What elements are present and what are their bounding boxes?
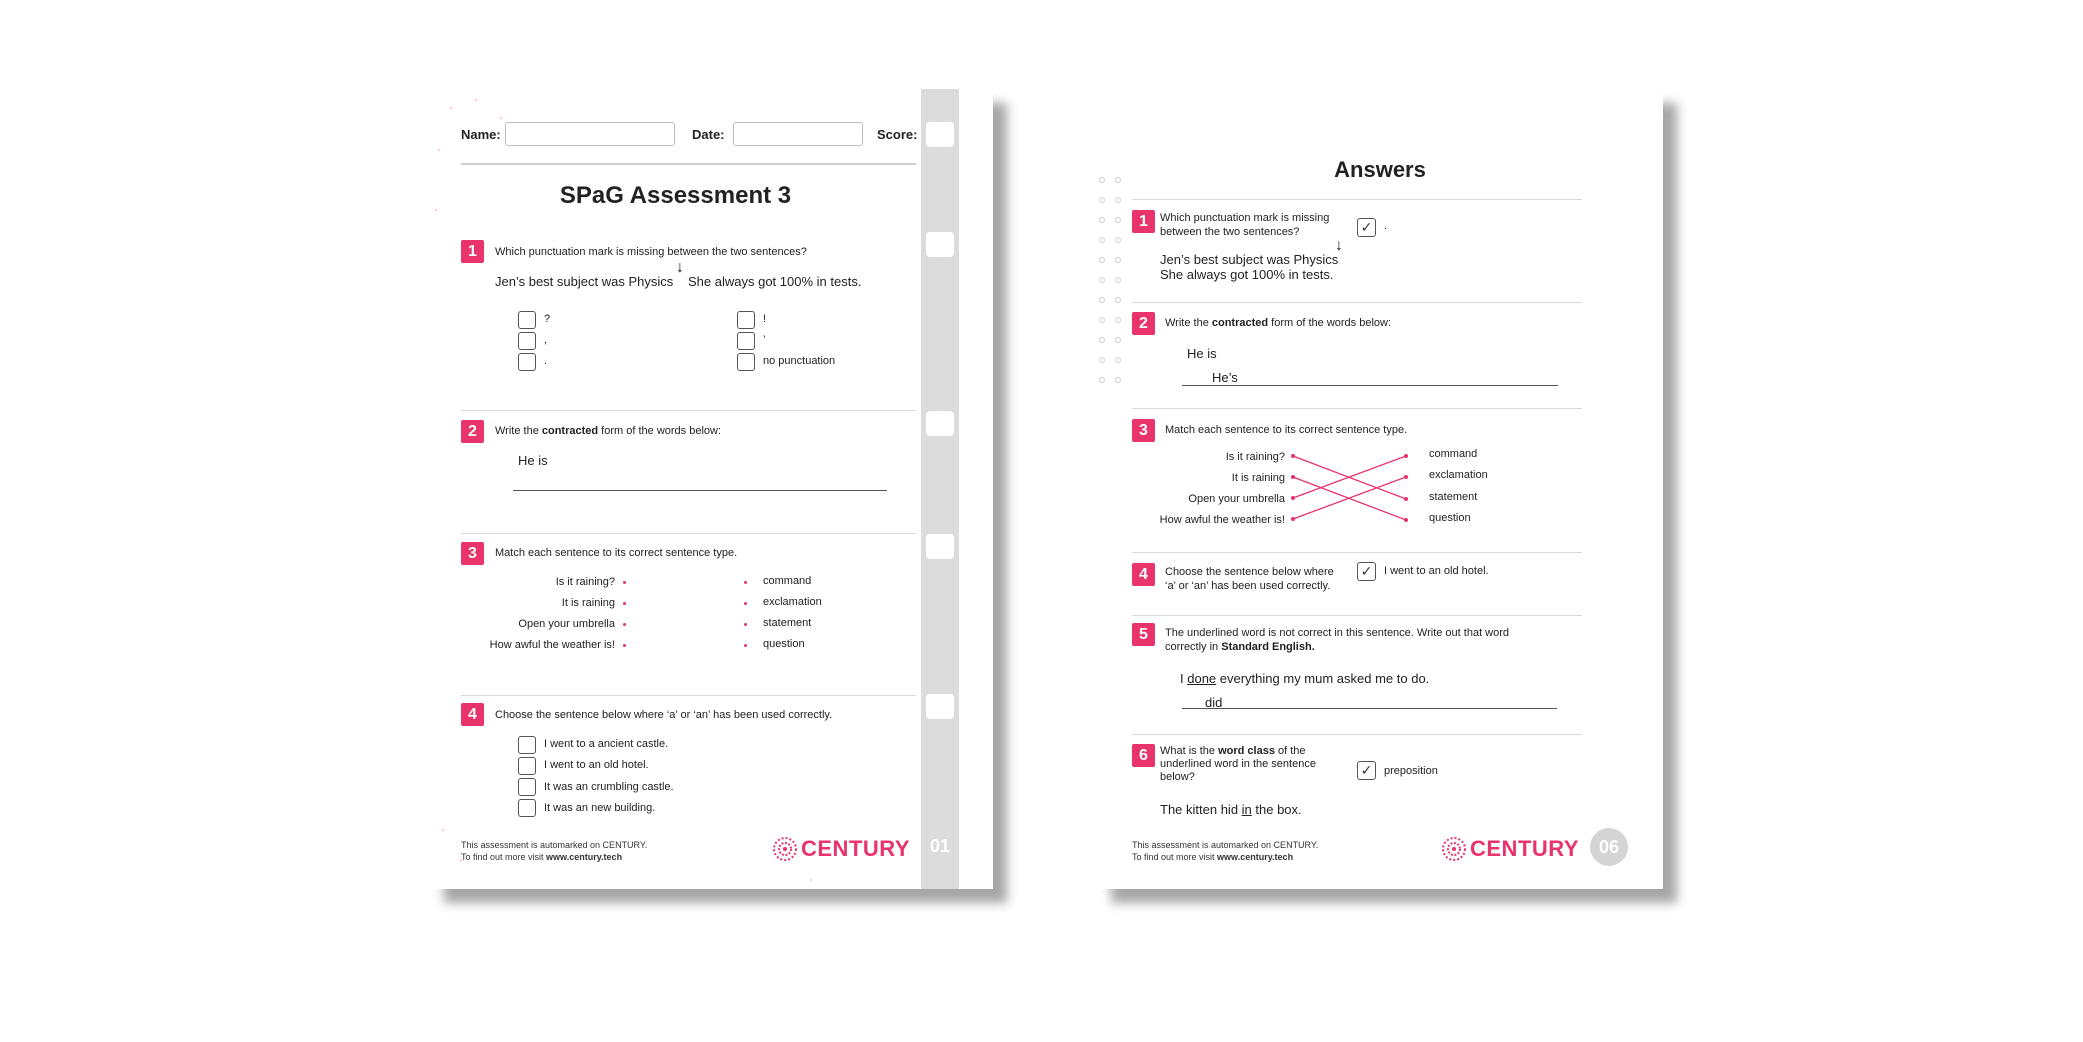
match-dot[interactable] [744, 602, 747, 605]
option-label: . [544, 355, 548, 367]
margin-dot [1115, 277, 1121, 283]
section-divider [1132, 408, 1582, 409]
footer-line: To find out more visit www.century.tech [461, 852, 623, 862]
margin-dot [1099, 217, 1105, 223]
footer-note [461, 839, 647, 863]
margin-dot [1099, 237, 1105, 243]
footer-link[interactable]: www.century.tech [1217, 852, 1294, 862]
answer-checkbox[interactable] [518, 353, 536, 371]
arrow-down-icon: ↓ [676, 259, 684, 276]
answer-text: He’s [1212, 370, 1238, 385]
match-type: question [763, 638, 805, 650]
match-sentence: How awful the weather is! [1159, 514, 1285, 526]
margin-dot [1115, 257, 1121, 263]
page-number: 06 [1590, 828, 1628, 866]
q2-mark-box[interactable] [926, 411, 954, 436]
margin-dot [1115, 217, 1121, 223]
question-prompt: What is the word class of the underlined word in the sentence below? [1160, 745, 1316, 783]
margin-dot [1099, 197, 1105, 203]
match-dot[interactable] [623, 581, 626, 584]
page-title: SPaG Assessment 3 [559, 182, 792, 209]
section-divider [461, 533, 916, 534]
name-field[interactable] [505, 122, 675, 146]
margin-dot [1115, 297, 1121, 303]
match-type: statement [763, 617, 812, 629]
option-label: ’ [763, 334, 766, 346]
match-dot[interactable] [623, 623, 626, 626]
brand-name: CENTURY [801, 836, 911, 861]
section-divider [1132, 552, 1582, 553]
answer-checkbox[interactable] [737, 332, 755, 350]
section-divider [461, 410, 916, 411]
date-label: Date: [692, 127, 725, 142]
margin-dot [1115, 237, 1121, 243]
option-label: , [544, 334, 548, 346]
margin-dot [1115, 197, 1121, 203]
match-dot[interactable] [744, 581, 747, 584]
q4-mark-box[interactable] [926, 694, 954, 719]
answer-checkbox[interactable] [518, 332, 536, 350]
question-sentence: Jen’s best subject was Physics She always got 100% in tests. [1160, 252, 1339, 282]
answer-checkbox[interactable] [518, 799, 536, 817]
check-icon: ✓ [1357, 218, 1376, 237]
footer-line: This assessment is automarked on CENTURY. [1132, 840, 1319, 850]
question-sentence: Jen’s best subject was Physics [495, 274, 674, 289]
speckle-decoration [450, 107, 452, 109]
match-sentence: It is raining [1231, 472, 1285, 484]
century-logo-icon [1441, 836, 1467, 862]
match-type: exclamation [1429, 469, 1488, 481]
brand-name: CENTURY [1470, 836, 1580, 861]
page-title: Answers [1334, 157, 1426, 182]
question-phrase: He is [518, 453, 548, 468]
score-box[interactable] [926, 122, 954, 147]
match-dot[interactable] [744, 644, 747, 647]
match-type: exclamation [763, 596, 822, 608]
speckle-decoration [475, 99, 477, 101]
answer-checkbox[interactable] [518, 778, 536, 796]
question-prompt: Which punctuation mark is missing between the two sentences? [1160, 212, 1330, 238]
question-number: 6 [1132, 744, 1155, 767]
check-icon: ✓ [1357, 562, 1376, 581]
margin-dot [1099, 377, 1105, 383]
section-divider [1132, 302, 1582, 303]
check-icon: ✓ [1357, 761, 1376, 780]
match-lines [1287, 449, 1417, 529]
header-divider [461, 163, 916, 165]
question-sentence: The kitten hid in the box. [1160, 802, 1302, 817]
question-number: 3 [461, 542, 484, 565]
question-number: 1 [1132, 210, 1155, 233]
answer-checkbox[interactable] [737, 353, 755, 371]
page-number: 01 [929, 836, 951, 856]
q1-mark-box[interactable] [926, 232, 954, 257]
question-number: 2 [1132, 312, 1155, 335]
answer-text: preposition [1384, 765, 1438, 777]
worksheet-page [430, 89, 993, 889]
score-label: Score: [877, 127, 918, 142]
match-type: command [1429, 448, 1478, 460]
q3-mark-box[interactable] [926, 534, 954, 559]
match-dot[interactable] [623, 602, 626, 605]
question-sentence: She always got 100% in tests. [688, 274, 862, 289]
answer-text: . [1384, 220, 1388, 232]
match-type: command [763, 575, 812, 587]
answer-line [1182, 385, 1558, 386]
section-divider [1132, 734, 1582, 735]
question-prompt: Choose the sentence below where ‘a’ or ‘an’ has been used correctly. [495, 709, 833, 721]
score-strip [921, 89, 959, 889]
option-label: It was an new building. [544, 802, 656, 814]
answer-line[interactable] [513, 490, 887, 491]
question-number: 4 [461, 703, 484, 726]
question-phrase: He is [1187, 346, 1217, 361]
century-logo-icon [772, 836, 798, 862]
answer-checkbox[interactable] [737, 311, 755, 329]
margin-dot [1115, 337, 1121, 343]
margin-dot [1115, 377, 1121, 383]
margin-dot [1115, 357, 1121, 363]
date-field[interactable] [733, 122, 863, 146]
question-number: 4 [1132, 563, 1155, 586]
margin-dot [1099, 337, 1105, 343]
footer-line: To find out more visit www.century.tech [1132, 852, 1294, 862]
question-prompt: Write the contracted form of the words below: [1165, 317, 1392, 329]
option-label: ? [544, 313, 551, 325]
question-prompt: The underlined word is not correct in this sentence. Write out that word correctly in Standard English. [1165, 627, 1510, 653]
footer-link[interactable]: www.century.tech [546, 852, 623, 862]
question-prompt: Write the contracted form of the words below: [495, 425, 722, 437]
section-divider [1132, 615, 1582, 616]
margin-dot [1099, 357, 1105, 363]
question-number: 2 [461, 420, 484, 443]
question-prompt: Match each sentence to its correct sentence type. [495, 547, 738, 559]
margin-dot [1099, 317, 1105, 323]
margin-dot [1115, 317, 1121, 323]
speckle-decoration [500, 117, 502, 119]
option-label: It was an crumbling castle. [544, 781, 674, 793]
name-label: Name: [461, 127, 501, 142]
question-prompt: Choose the sentence below where ‘a’ or ‘an’ has been used correctly. [1165, 566, 1334, 592]
answer-text: did [1205, 695, 1223, 710]
margin-dot [1099, 257, 1105, 263]
match-sentence: Is it raining? [555, 576, 615, 588]
option-label: I went to an old hotel. [544, 759, 649, 771]
match-type: statement [1429, 491, 1478, 503]
option-label: ! [763, 313, 767, 325]
speckle-decoration [438, 149, 440, 151]
match-dot[interactable] [744, 623, 747, 626]
footer-line: This assessment is automarked on CENTURY. [461, 840, 648, 850]
question-number: 1 [461, 240, 484, 263]
margin-dot [1099, 297, 1105, 303]
option-label: no punctuation [763, 355, 836, 367]
match-dot[interactable] [623, 644, 626, 647]
match-sentence: How awful the weather is! [489, 639, 615, 651]
match-sentence: Open your umbrella [518, 618, 615, 630]
question-number: 3 [1132, 419, 1155, 442]
question-prompt: Which punctuation mark is missing between the two sentences? [495, 246, 807, 258]
question-sentence: I done everything my mum asked me to do. [1180, 671, 1430, 686]
margin-dot [1099, 277, 1105, 283]
speckle-decoration [810, 879, 812, 881]
match-sentence: It is raining [561, 597, 615, 609]
speckle-decoration [442, 829, 444, 831]
answer-checkbox[interactable] [518, 736, 536, 754]
option-label: I went to a ancient castle. [544, 738, 669, 750]
answer-checkbox[interactable] [518, 757, 536, 775]
answer-checkbox[interactable] [518, 311, 536, 329]
match-sentence: Is it raining? [1225, 451, 1285, 463]
footer-note [1132, 839, 1318, 863]
match-type: question [1429, 512, 1471, 524]
question-number: 5 [1132, 623, 1155, 646]
question-prompt: Match each sentence to its correct sentence type. [1165, 424, 1408, 436]
answer-text: I went to an old hotel. [1384, 565, 1489, 577]
answer-line [1182, 708, 1557, 709]
arrow-down-icon: ↓ [1335, 237, 1343, 254]
section-divider [461, 695, 916, 696]
match-sentence: Open your umbrella [1188, 493, 1285, 505]
section-divider [1132, 199, 1582, 200]
answers-page [1097, 89, 1663, 889]
